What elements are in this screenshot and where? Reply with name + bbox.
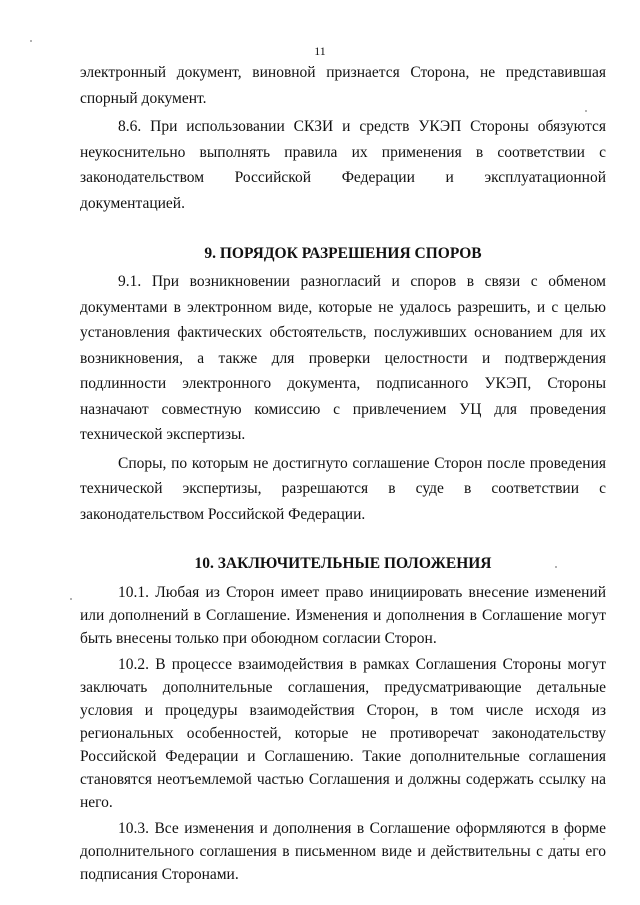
section-heading-9: 9. ПОРЯДОК РАЗРЕШЕНИЯ СПОРОВ: [204, 245, 482, 262]
paragraph-9-1: 9.1. При возникновении разногласий и споров в связи с обменом документами в электронном виде, которые не удалось разрешить, и с целью установления фактических обстоятельств, послуживших основанием для их возникновения, а также для проверки целостности и подтверждения подлинности электронного документа, подписанного УКЭП, Стороны назначают совместную комиссию с привлечением УЦ для проведения технической экспертизы.: [80, 273, 606, 443]
paragraph-10-1: 10.1. Любая из Сторон имеет право инициировать внесение изменений или дополнений в Соглашение. Изменения и дополнения в Соглашение могут быть внесены только при обоюдном согласии Сторон.: [80, 584, 606, 647]
scan-speck: [585, 110, 587, 112]
page-number: 11: [314, 44, 326, 58]
paragraph-continuation: электронный документ, виновной признается Сторона, не представившая спорный документ.: [80, 64, 606, 107]
paragraph-9-disputes: Споры, по которым не достигнуто соглашение Сторон после проведения технической экспертизы, разрешаются в суде в соответствии с законодательством Российской Федерации.: [80, 454, 606, 523]
scan-speck: [30, 40, 32, 42]
scan-speck: [70, 598, 72, 600]
scan-speck: [555, 566, 557, 568]
paragraph-8-6: 8.6. При использовании СКЗИ и средств УКЭП Стороны обязуются неукоснительно выполнять правила их применения в соответствии с законодательством Российской Федерации и эксплуатационной документацией.: [80, 118, 606, 212]
section-heading-10: 10. ЗАКЛЮЧИТЕЛЬНЫЕ ПОЛОЖЕНИЯ: [194, 555, 492, 572]
paragraph-10-3: 10.3. Все изменения и дополнения в Соглашение оформляются в форме дополнительного соглашения в письменном виде и действительны с даты его подписания Сторонами.: [80, 820, 606, 883]
paragraph-10-2: 10.2. В процессе взаимодействия в рамках Соглашения Стороны могут заключать дополнительные соглашения, предусматривающие детальные условия и процедуры взаимодействия Сторон, в том числе исходя из региональных особенностей, которые не противоречат законодательству Российской Федерации и Соглашению. Такие дополнительные соглашения становятся неотъемлемой частью Соглашения и должны содержать ссылку на него.: [80, 656, 606, 811]
scan-speck: [563, 838, 565, 840]
document-body: [80, 60, 606, 886]
